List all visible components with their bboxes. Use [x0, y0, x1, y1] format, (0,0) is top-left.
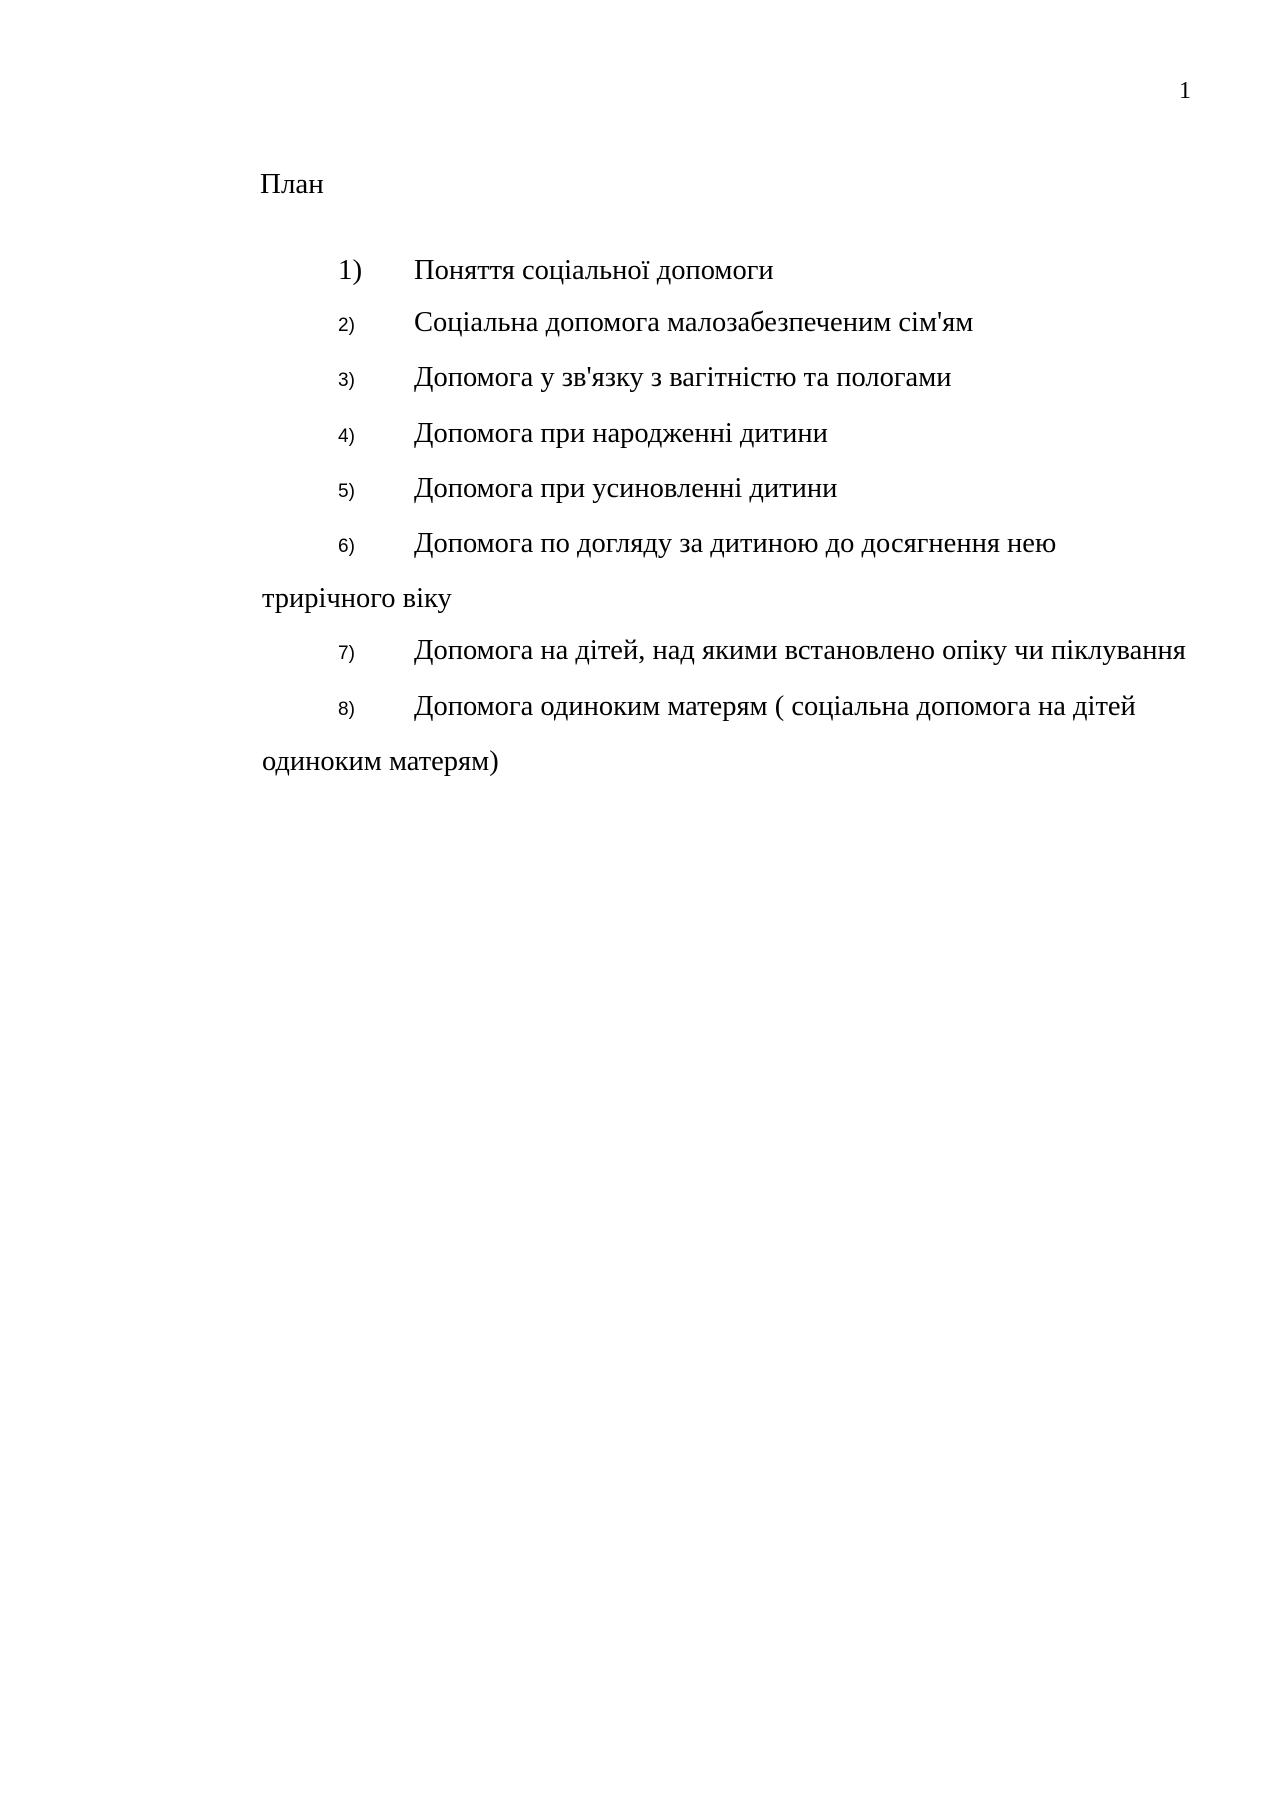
- item-text: Допомога на дітей, над якими встановлено опіку чи піклування: [414, 635, 1186, 667]
- item-text: Допомога одиноким матерям ( соціальна допомога на дітей одиноким матерям): [262, 690, 1136, 777]
- list-item: [262, 681, 1187, 788]
- list-item: [262, 463, 1187, 518]
- item-text: Поняття соціальної допомоги: [414, 255, 774, 286]
- item-number: 8): [338, 698, 355, 720]
- item-number: 7): [338, 643, 355, 665]
- list-item: [262, 625, 1187, 680]
- list-item: [262, 518, 1187, 625]
- item-text: Допомога у зв'язку з вагітністю та пологами: [414, 362, 952, 394]
- item-number: 5): [338, 480, 355, 502]
- list-item: [262, 352, 1187, 407]
- list-item: [262, 244, 1187, 297]
- item-number: 2): [338, 315, 355, 337]
- plan-list: [262, 244, 1187, 788]
- page-number: 1: [1179, 78, 1191, 104]
- item-text: Допомога при усиновленні дитини: [414, 472, 838, 504]
- item-text: Соціальна допомога малозабезпеченим сім'ям: [414, 307, 974, 339]
- page-title: План: [260, 168, 324, 200]
- item-number: 6): [338, 536, 355, 558]
- list-item: [262, 297, 1187, 352]
- item-number: 1): [338, 254, 363, 286]
- item-text: Допомога по догляду за дитиною до досягнення нею трирічного віку: [262, 528, 1057, 615]
- item-number: 4): [338, 425, 355, 447]
- list-item: [262, 408, 1187, 463]
- item-text: Допомога при народженні дитини: [414, 417, 828, 449]
- item-number: 3): [338, 370, 355, 392]
